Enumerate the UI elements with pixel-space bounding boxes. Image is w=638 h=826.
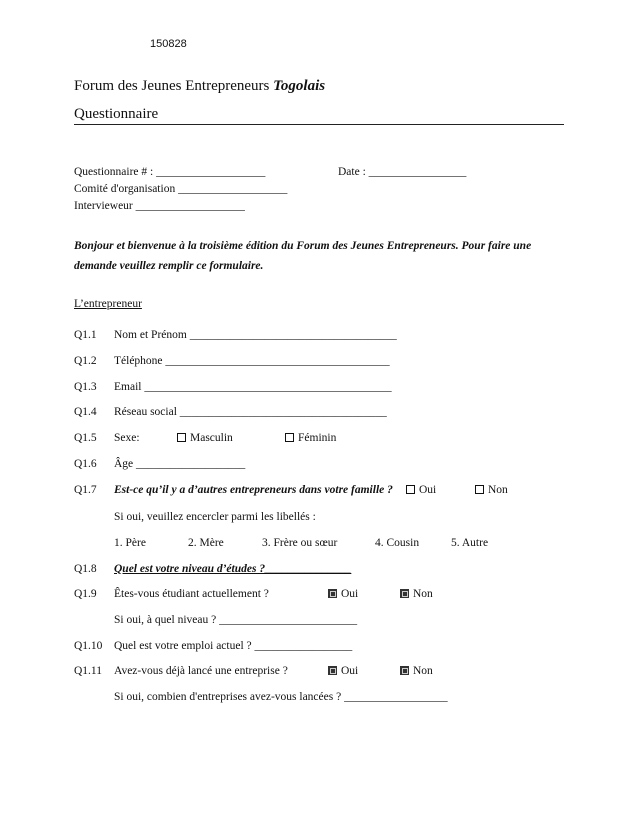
- comite-field[interactable]: Comité d'organisation ___________________: [74, 183, 288, 195]
- welcome-text: Bonjour et bienvenue à la troisième édition du Forum des Jeunes Entrepreneurs. Pour faire une demande veuillez remplir ce formulaire.: [74, 240, 532, 272]
- checkbox-icon[interactable]: [406, 485, 415, 494]
- question-text[interactable]: Email ___________________________________________: [114, 381, 392, 393]
- date-field[interactable]: Date : _________________: [338, 166, 467, 178]
- question-text[interactable]: Nom et Prénom ____________________________________: [114, 329, 397, 341]
- checkbox-icon[interactable]: [475, 485, 484, 494]
- option-label: Non: [413, 588, 433, 600]
- option-cousin[interactable]: 4. Cousin: [375, 537, 420, 549]
- option-pere[interactable]: 1. Père: [114, 537, 146, 549]
- question-text: Est-ce qu’il y a d’autres entrepreneurs dans votre famille ?: [114, 484, 393, 496]
- checkbox-icon[interactable]: [400, 666, 409, 675]
- question-number: Q1.10: [74, 640, 103, 652]
- page-title: [74, 78, 325, 95]
- option-oui[interactable]: [328, 665, 358, 677]
- question-number: Q1.6: [74, 458, 97, 470]
- question-number: Q1.7: [74, 484, 97, 496]
- option-label: Oui: [419, 484, 437, 496]
- question-text[interactable]: Réseau social ____________________________________: [114, 406, 387, 418]
- checkbox-icon[interactable]: [328, 666, 337, 675]
- questionnaire-number-field[interactable]: Questionnaire # : ___________________: [74, 166, 266, 178]
- question-text[interactable]: Âge ___________________: [114, 458, 246, 470]
- option-non[interactable]: [400, 665, 433, 677]
- question-text: Êtes-vous étudiant actuellement ?: [114, 588, 269, 600]
- q1-11-followup[interactable]: Si oui, combien d'entreprises avez-vous lancées ? __________________: [114, 691, 448, 703]
- question-text[interactable]: Quel est votre niveau d’études ?_______________: [114, 563, 352, 575]
- q1-9-followup[interactable]: Si oui, à quel niveau ? ________________________: [114, 614, 358, 626]
- title-prefix: Forum des Jeunes Entrepreneurs: [74, 78, 274, 94]
- option-label: Oui: [341, 588, 359, 600]
- option-mere[interactable]: 2. Mère: [188, 537, 224, 549]
- question-text[interactable]: Téléphone _______________________________________: [114, 355, 390, 367]
- question-text[interactable]: Quel est votre emploi actuel ? _________________: [114, 640, 353, 652]
- option-label: Non: [413, 665, 433, 677]
- question-number: Q1.2: [74, 355, 97, 367]
- section-title: L’entrepreneur: [74, 298, 142, 310]
- page-id: 150828: [150, 38, 187, 50]
- question-number: Q1.3: [74, 381, 97, 393]
- checkbox-icon[interactable]: [400, 589, 409, 598]
- question-text: Avez-vous déjà lancé une entreprise ?: [114, 665, 288, 677]
- question-number: Q1.4: [74, 406, 97, 418]
- option-label: Oui: [341, 665, 359, 677]
- checkbox-icon[interactable]: [285, 433, 294, 442]
- header-divider: [74, 124, 564, 125]
- question-number: Q1.1: [74, 329, 97, 341]
- question-number: Q1.5: [74, 432, 97, 444]
- option-non[interactable]: [400, 588, 433, 600]
- option-label: Féminin: [298, 432, 337, 444]
- question-number: Q1.9: [74, 588, 97, 600]
- question-number: Q1.8: [74, 563, 97, 575]
- question-number: Q1.11: [74, 665, 103, 677]
- interviewer-field[interactable]: Intervieweur ___________________: [74, 200, 245, 212]
- option-label: Masculin: [190, 432, 233, 444]
- title-org: Togolais: [273, 78, 326, 94]
- question-text: Sexe:: [114, 432, 140, 444]
- page-subtitle: Questionnaire: [74, 106, 159, 122]
- option-masculin[interactable]: [177, 432, 233, 444]
- option-feminin[interactable]: [285, 432, 336, 444]
- option-label: Non: [488, 484, 508, 496]
- option-oui[interactable]: [406, 484, 436, 496]
- option-oui[interactable]: [328, 588, 358, 600]
- option-autre[interactable]: 5. Autre: [451, 537, 489, 549]
- checkbox-icon[interactable]: [328, 589, 337, 598]
- q1-7-followup: Si oui, veuillez encercler parmi les libellés :: [114, 511, 316, 523]
- option-frere-soeur[interactable]: 3. Frère ou sœur: [262, 537, 338, 549]
- option-non[interactable]: [475, 484, 508, 496]
- checkbox-icon[interactable]: [177, 433, 186, 442]
